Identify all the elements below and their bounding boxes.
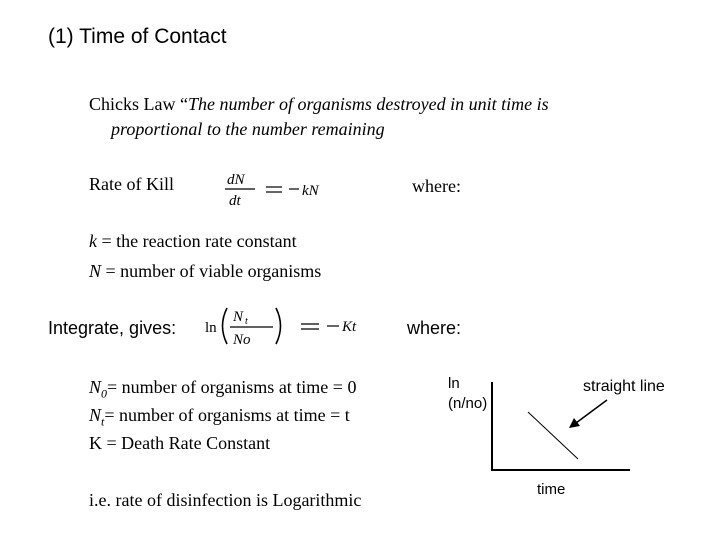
nt-definition	[89, 405, 350, 430]
graph-y-label-line1: ln	[448, 375, 460, 392]
svg-text:Kt: Kt	[342, 319, 357, 335]
svg-text:kN: kN	[302, 183, 319, 199]
k-definition	[89, 231, 297, 252]
svg-text:No: No	[233, 332, 251, 348]
n0-subscript: 0	[101, 386, 108, 401]
n0-definition	[89, 377, 356, 402]
chicks-law-quote-line1: The number of organisms destroyed in unit time is	[187, 94, 549, 114]
chicks-law-quote-line2: proportional to the number remaining	[111, 119, 385, 139]
annotation-arrowhead	[569, 418, 580, 428]
nt-definition-text: = number of organisms at time = t	[104, 405, 350, 425]
chicks-law-statement	[89, 92, 649, 142]
annotation-arrow	[576, 400, 607, 423]
nt-subscript: t	[101, 414, 105, 429]
graph-y-label-line2: (n/no)	[448, 395, 488, 412]
n-definition	[89, 261, 321, 282]
n-symbol: N	[89, 261, 102, 281]
where-label-2: where:	[407, 318, 462, 338]
svg-text:dt: dt	[229, 193, 241, 209]
svg-text:dN: dN	[227, 172, 245, 188]
straight-line-annotation: straight line	[583, 378, 665, 395]
decline-line	[528, 412, 578, 459]
rate-of-kill-equation	[222, 168, 340, 210]
conclusion-text: i.e. rate of disinfection is Logarithmic	[89, 490, 362, 510]
k-definition-text: = the reaction rate constant	[97, 231, 297, 251]
svg-text:ln: ln	[205, 320, 217, 336]
n-definition-text: = number of viable organisms	[101, 261, 322, 281]
rate-of-kill-label: Rate of Kill	[89, 174, 174, 194]
svg-text:t: t	[245, 316, 248, 327]
graph-y-label	[448, 374, 487, 414]
chicks-law-prefix: Chicks Law “	[89, 94, 188, 114]
svg-text:N: N	[233, 309, 244, 325]
n0-definition-text: = number of organisms at time = 0	[107, 377, 357, 397]
k-symbol: k	[89, 231, 97, 251]
nt-symbol: N	[89, 405, 102, 425]
death-rate-constant-definition: K = Death Rate Constant	[89, 433, 271, 453]
integrated-equation	[203, 300, 381, 352]
graph-x-label: time	[537, 481, 566, 498]
n0-symbol: N	[89, 377, 102, 397]
slide-title: (1) Time of Contact	[48, 25, 227, 48]
integrate-label: Integrate, gives:	[48, 318, 177, 338]
where-label-1: where:	[412, 176, 461, 196]
